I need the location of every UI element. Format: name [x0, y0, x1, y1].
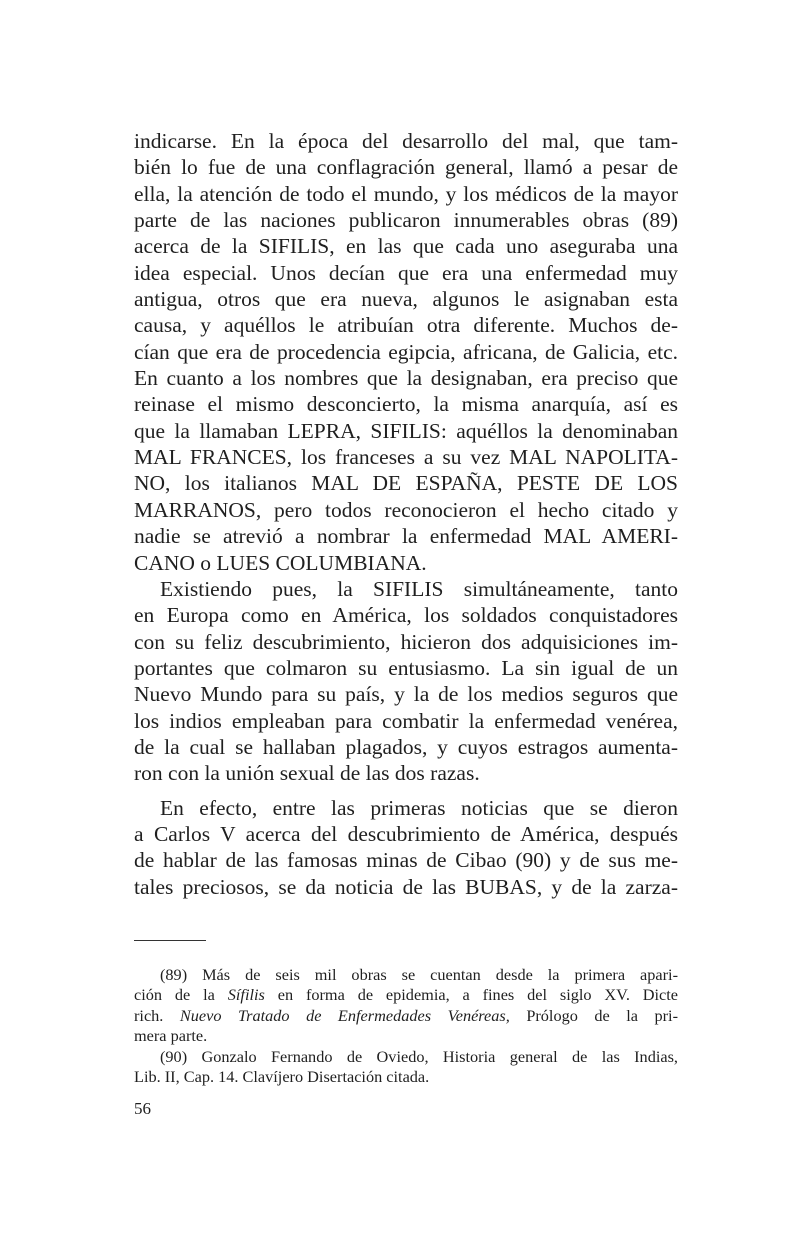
text-line: causa, y aquéllos le atribuían otra diferente. Muchos de-: [134, 313, 678, 338]
footnote-divider: [134, 940, 206, 941]
text-line: En cuanto a los nombres que la designaban, era preciso que: [134, 366, 678, 391]
footnote-text: en forma de epidemia, a fines del siglo XV. Dicte: [264, 985, 679, 1005]
text-line: tales preciosos, se da noticia de las BUBAS, y de la zarza-: [134, 874, 678, 899]
text-line: idea especial. Unos decían que era una enfermedad muy: [134, 260, 678, 285]
text-line: de la cual se hallaban plagados, y cuyos estragos aumenta-: [134, 734, 678, 759]
footnote-line: (89) Más de seis mil obras se cuentan desde la primera apari-: [160, 964, 678, 984]
paragraph-spacer: [134, 787, 678, 795]
footnote-italic: Nuevo Tratado de Enfermedades Venéreas,: [179, 1005, 510, 1025]
footnote-text: rich.: [134, 1005, 180, 1025]
text-line: bién lo fue de una conflagración general, llamó a pesar de: [134, 155, 678, 180]
text-line: En efecto, entre las primeras noticias que se dieron: [160, 795, 678, 820]
text-line: parte de las naciones publicaron innumerables obras (89): [134, 208, 678, 233]
page-body: [134, 128, 678, 1119]
footnote-line: (90) Gonzalo Fernando de Oviedo, Historia general de las Indias,: [160, 1046, 678, 1066]
text-line: que la llamaban LEPRA, SIFILIS: aquéllos la denominaban: [134, 418, 678, 443]
page-number: 56: [134, 1099, 151, 1119]
text-line: antigua, otros que era nueva, algunos le asignaban esta: [134, 287, 678, 312]
text-line: MAL FRANCES, los franceses a su vez MAL NAPOLITA-: [134, 445, 678, 470]
text-line: de hablar de las famosas minas de Cibao (90) y de sus me-: [134, 848, 678, 873]
text-line: ella, la atención de todo el mundo, y los médicos de la mayor: [134, 181, 678, 206]
footnote-text: Prólogo de la pri-: [509, 1005, 679, 1025]
text-line: MARRANOS, pero todos reconocieron el hecho citado y: [134, 497, 678, 522]
footnote-line: [134, 1006, 678, 1026]
text-line: nadie se atrevió a nombrar la enfermedad MAL AMERI-: [134, 524, 678, 549]
footnote-line: mera parte.: [134, 1026, 208, 1046]
footnote-text: ción de la: [134, 985, 228, 1005]
text-line: con su feliz descubrimiento, hicieron dos adquisiciones im-: [134, 629, 678, 654]
text-line: en Europa como en América, los soldados conquistadores: [134, 603, 678, 628]
text-line: NO, los italianos MAL DE ESPAÑA, PESTE DE LOS: [134, 471, 678, 496]
paragraph-1: [134, 128, 678, 576]
paragraph-2: [134, 576, 678, 787]
footnote-line: Lib. II, Cap. 14. Clavíjero Disertación citada.: [134, 1066, 430, 1086]
text-line: ron con la unión sexual de las dos razas.: [134, 761, 480, 786]
text-line: CANO o LUES COLUMBIANA.: [134, 550, 427, 575]
paragraph-3: [134, 795, 678, 900]
footnote-line: [134, 985, 678, 1005]
text-line: a Carlos V acerca del descubrimiento de América, después: [134, 821, 678, 846]
footnote-90: [134, 1047, 678, 1088]
text-line: portantes que colmaron su entusiasmo. La sin igual de un: [134, 655, 678, 680]
text-line: los indios empleaban para combatir la enfermedad venérea,: [134, 708, 678, 733]
text-line: Nuevo Mundo para su país, y la de los medios seguros que: [134, 682, 678, 707]
text-line: acerca de la SIFILIS, en las que cada uno aseguraba una: [134, 234, 678, 259]
text-line: cían que era de procedencia egipcia, africana, de Galicia, etc.: [134, 339, 678, 364]
footnote-italic: Sífilis: [227, 985, 265, 1005]
footnote-89: [134, 965, 678, 1047]
text-line: reinase el mismo desconcierto, la misma anarquía, así es: [134, 392, 678, 417]
text-line: indicarse. En la época del desarrollo del mal, que tam-: [134, 129, 678, 153]
text-line: Existiendo pues, la SIFILIS simultáneamente, tanto: [160, 576, 678, 601]
